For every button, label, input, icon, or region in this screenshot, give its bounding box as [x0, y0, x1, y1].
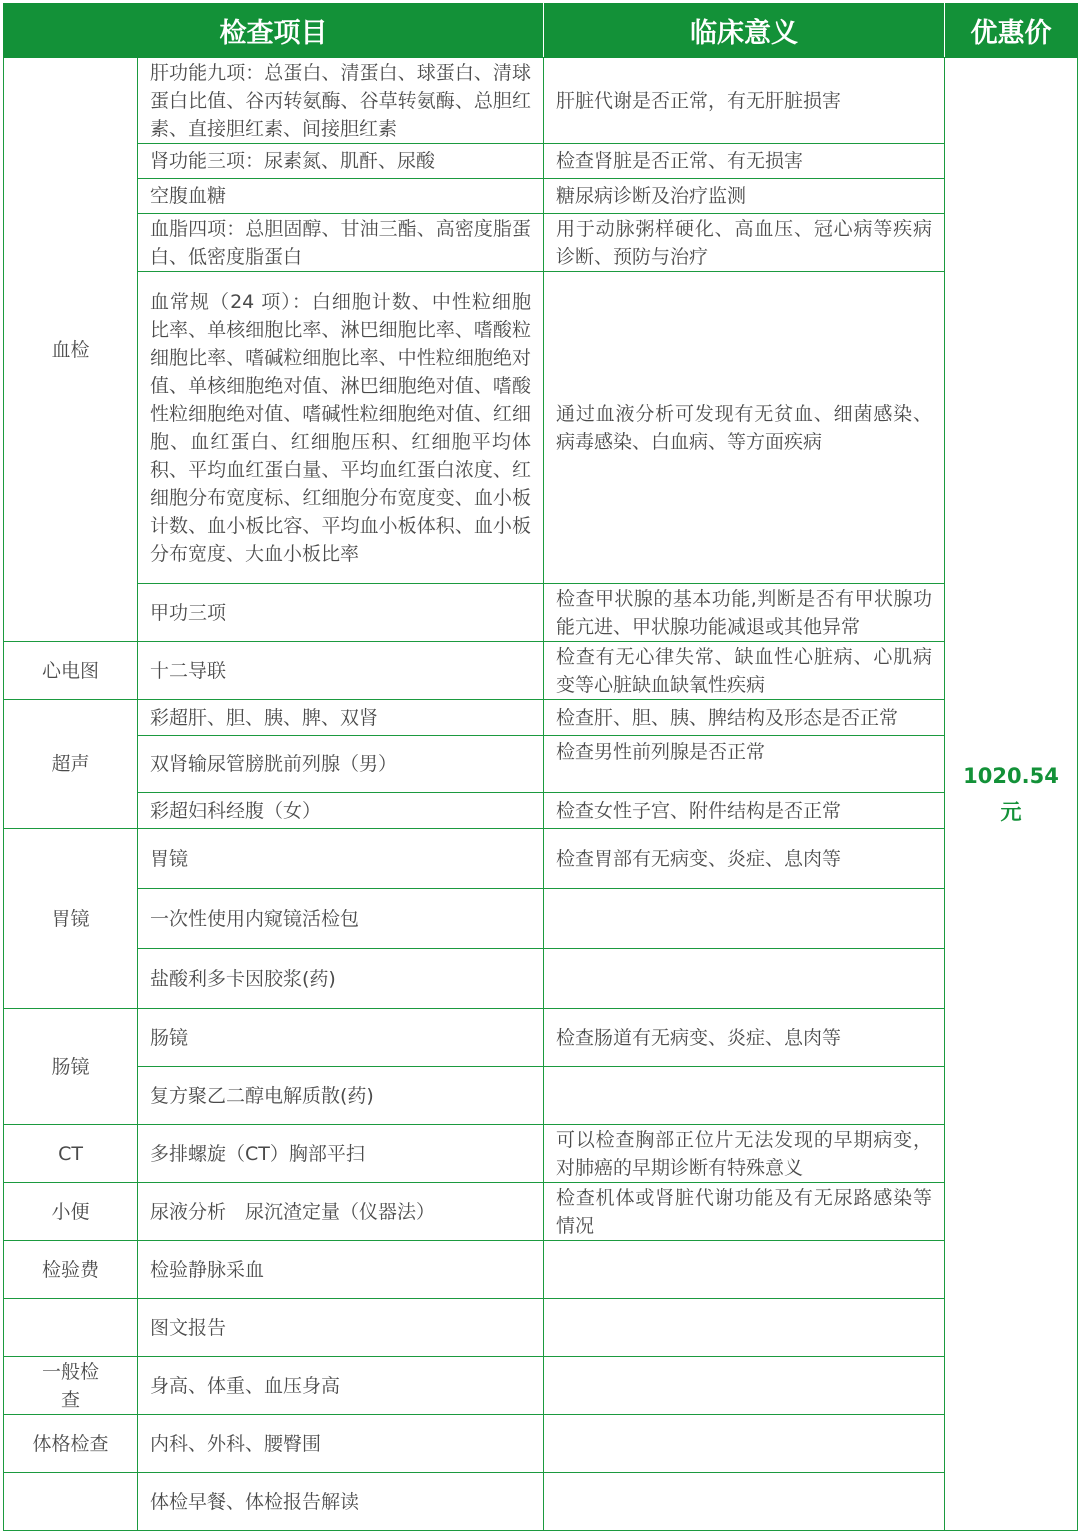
category-ecg: 心电图 — [4, 642, 138, 700]
item-ecg12: 十二导联 — [138, 642, 544, 700]
category-gastroscopy: 胃镜 — [4, 829, 138, 1009]
category-physical: 体格检查 — [4, 1415, 138, 1473]
item-vitals: 身高、体重、血压身高 — [138, 1357, 544, 1415]
category-blank — [4, 1473, 138, 1531]
table-row — [4, 949, 1078, 1009]
table-row — [4, 584, 1078, 642]
item-kidney: 肾功能三项：尿素氮、肌酐、尿酸 — [138, 144, 544, 179]
item-report: 图文报告 — [138, 1299, 544, 1357]
meaning-colono: 检查肠道有无病变、炎症、息肉等 — [544, 1009, 945, 1067]
meaning-ecg12: 检查有无心律失常、缺血性心脏病、心肌病变等心脏缺血缺氧性疾病 — [544, 642, 945, 700]
meaning-lidocaine — [544, 949, 945, 1009]
item-colono: 肠镜 — [138, 1009, 544, 1067]
table-row — [4, 1009, 1078, 1067]
item-lipid: 血脂四项：总胆固醇、甘油三酯、高密度脂蛋白、低密度脂蛋白 — [138, 214, 544, 272]
meaning-lipid: 用于动脉粥样硬化、高血压、冠心病等疾病诊断、预防与治疗 — [544, 214, 945, 272]
table-row — [4, 144, 1078, 179]
category-ultrasound: 超声 — [4, 700, 138, 829]
meaning-liver: 肝脏代谢是否正常，有无肝脏损害 — [544, 58, 945, 144]
meaning-urinalysis: 检查机体或肾脏代谢功能及有无尿路感染等情况 — [544, 1183, 945, 1241]
price-amount: 1020.54 — [963, 764, 1059, 788]
table-row — [4, 1415, 1078, 1473]
item-us-abd: 彩超肝、胆、胰、脾、双肾 — [138, 700, 544, 736]
item-biopsy: 一次性使用内窥镜活检包 — [138, 889, 544, 949]
category-blank — [4, 1299, 138, 1357]
header-meaning: 临床意义 — [544, 4, 945, 58]
meaning-thyroid: 检查甲状腺的基本功能,判断是否有甲状腺功能亢进、甲状腺功能减退或其他异常 — [544, 584, 945, 642]
header-price: 优惠价 — [945, 4, 1078, 58]
table-row — [4, 889, 1078, 949]
meaning-report — [544, 1299, 945, 1357]
meaning-kidney: 检查肾脏是否正常、有无损害 — [544, 144, 945, 179]
item-cbc: 血常规（24 项）：白细胞计数、中性粒细胞比率、单核细胞比率、淋巴细胞比率、嗜酸粒细胞比率、嗜碱粒细胞比率、中性粒细胞绝对值、单核细胞绝对值、淋巴细胞绝对值、嗜酸性粒细胞绝对值、嗜碱性粒细胞绝对值、红细胞、血红蛋白、红细胞压积、红细胞平均体积、平均血红蛋白量、平均血红蛋白浓度、红细胞分布宽度标、红细胞分布宽度变、血小板计数、血小板比容、平均血小板体积、血小板分布宽度、大血小板比率 — [138, 272, 544, 584]
table-row — [4, 700, 1078, 736]
meaning-us-female: 检查女性子宫、附件结构是否正常 — [544, 793, 945, 829]
table-row — [4, 179, 1078, 214]
table-row — [4, 1357, 1078, 1415]
table-row — [4, 1299, 1078, 1357]
meaning-us-abd: 检查肝、胆、胰、脾结构及形态是否正常 — [544, 700, 945, 736]
item-venous: 检验静脉采血 — [138, 1241, 544, 1299]
meaning-biopsy — [544, 889, 945, 949]
category-colonoscopy: 肠镜 — [4, 1009, 138, 1125]
meaning-cbc: 通过血液分析可发现有无贫血、细菌感染、病毒感染、白血病、等方面疾病 — [544, 272, 945, 584]
item-gastro: 胃镜 — [138, 829, 544, 889]
meaning-peg — [544, 1067, 945, 1125]
header-item: 检查项目 — [4, 4, 544, 58]
price-unit: 元 — [1000, 800, 1022, 824]
table-row — [4, 58, 1078, 144]
category-urine: 小便 — [4, 1183, 138, 1241]
table-header-row — [4, 4, 1078, 58]
item-glucose: 空腹血糖 — [138, 179, 544, 214]
table-row — [4, 1067, 1078, 1125]
table-row — [4, 1473, 1078, 1531]
meaning-glucose: 糖尿病诊断及治疗监测 — [544, 179, 945, 214]
table-row — [4, 736, 1078, 793]
item-peg: 复方聚乙二醇电解质散(药) — [138, 1067, 544, 1125]
item-lidocaine: 盐酸利多卡因胶浆(药) — [138, 949, 544, 1009]
package-price — [945, 58, 1078, 1531]
meaning-vitals — [544, 1357, 945, 1415]
table-row — [4, 793, 1078, 829]
table-row — [4, 272, 1078, 584]
item-liver: 肝功能九项：总蛋白、清蛋白、球蛋白、清球蛋白比值、谷丙转氨酶、谷草转氨酶、总胆红素、直接胆红素、间接胆红素 — [138, 58, 544, 144]
item-thyroid: 甲功三项 — [138, 584, 544, 642]
meaning-gastro: 检查胃部有无病变、炎症、息肉等 — [544, 829, 945, 889]
item-us-male: 双肾输尿管膀胱前列腺（男） — [138, 736, 544, 793]
category-ct: CT — [4, 1125, 138, 1183]
package-price-table — [3, 3, 1078, 1531]
meaning-venous — [544, 1241, 945, 1299]
meaning-breakfast — [544, 1473, 945, 1531]
table-row — [4, 1241, 1078, 1299]
table-row — [4, 829, 1078, 889]
item-ct-chest: 多排螺旋（CT）胸部平扫 — [138, 1125, 544, 1183]
item-urinalysis: 尿液分析 尿沉渣定量（仪器法） — [138, 1183, 544, 1241]
table-row — [4, 214, 1078, 272]
meaning-exam — [544, 1415, 945, 1473]
meaning-us-male: 检查男性前列腺是否正常 — [544, 736, 945, 793]
category-blood: 血检 — [4, 58, 138, 642]
category-general: 一般检查 — [4, 1357, 138, 1415]
table-row — [4, 1125, 1078, 1183]
category-lab-fee: 检验费 — [4, 1241, 138, 1299]
item-breakfast: 体检早餐、体检报告解读 — [138, 1473, 544, 1531]
table-row — [4, 642, 1078, 700]
table-row — [4, 1183, 1078, 1241]
meaning-ct-chest: 可以检查胸部正位片无法发现的早期病变，对肺癌的早期诊断有特殊意义 — [544, 1125, 945, 1183]
item-us-female: 彩超妇科经腹（女） — [138, 793, 544, 829]
item-exam: 内科、外科、腰臀围 — [138, 1415, 544, 1473]
